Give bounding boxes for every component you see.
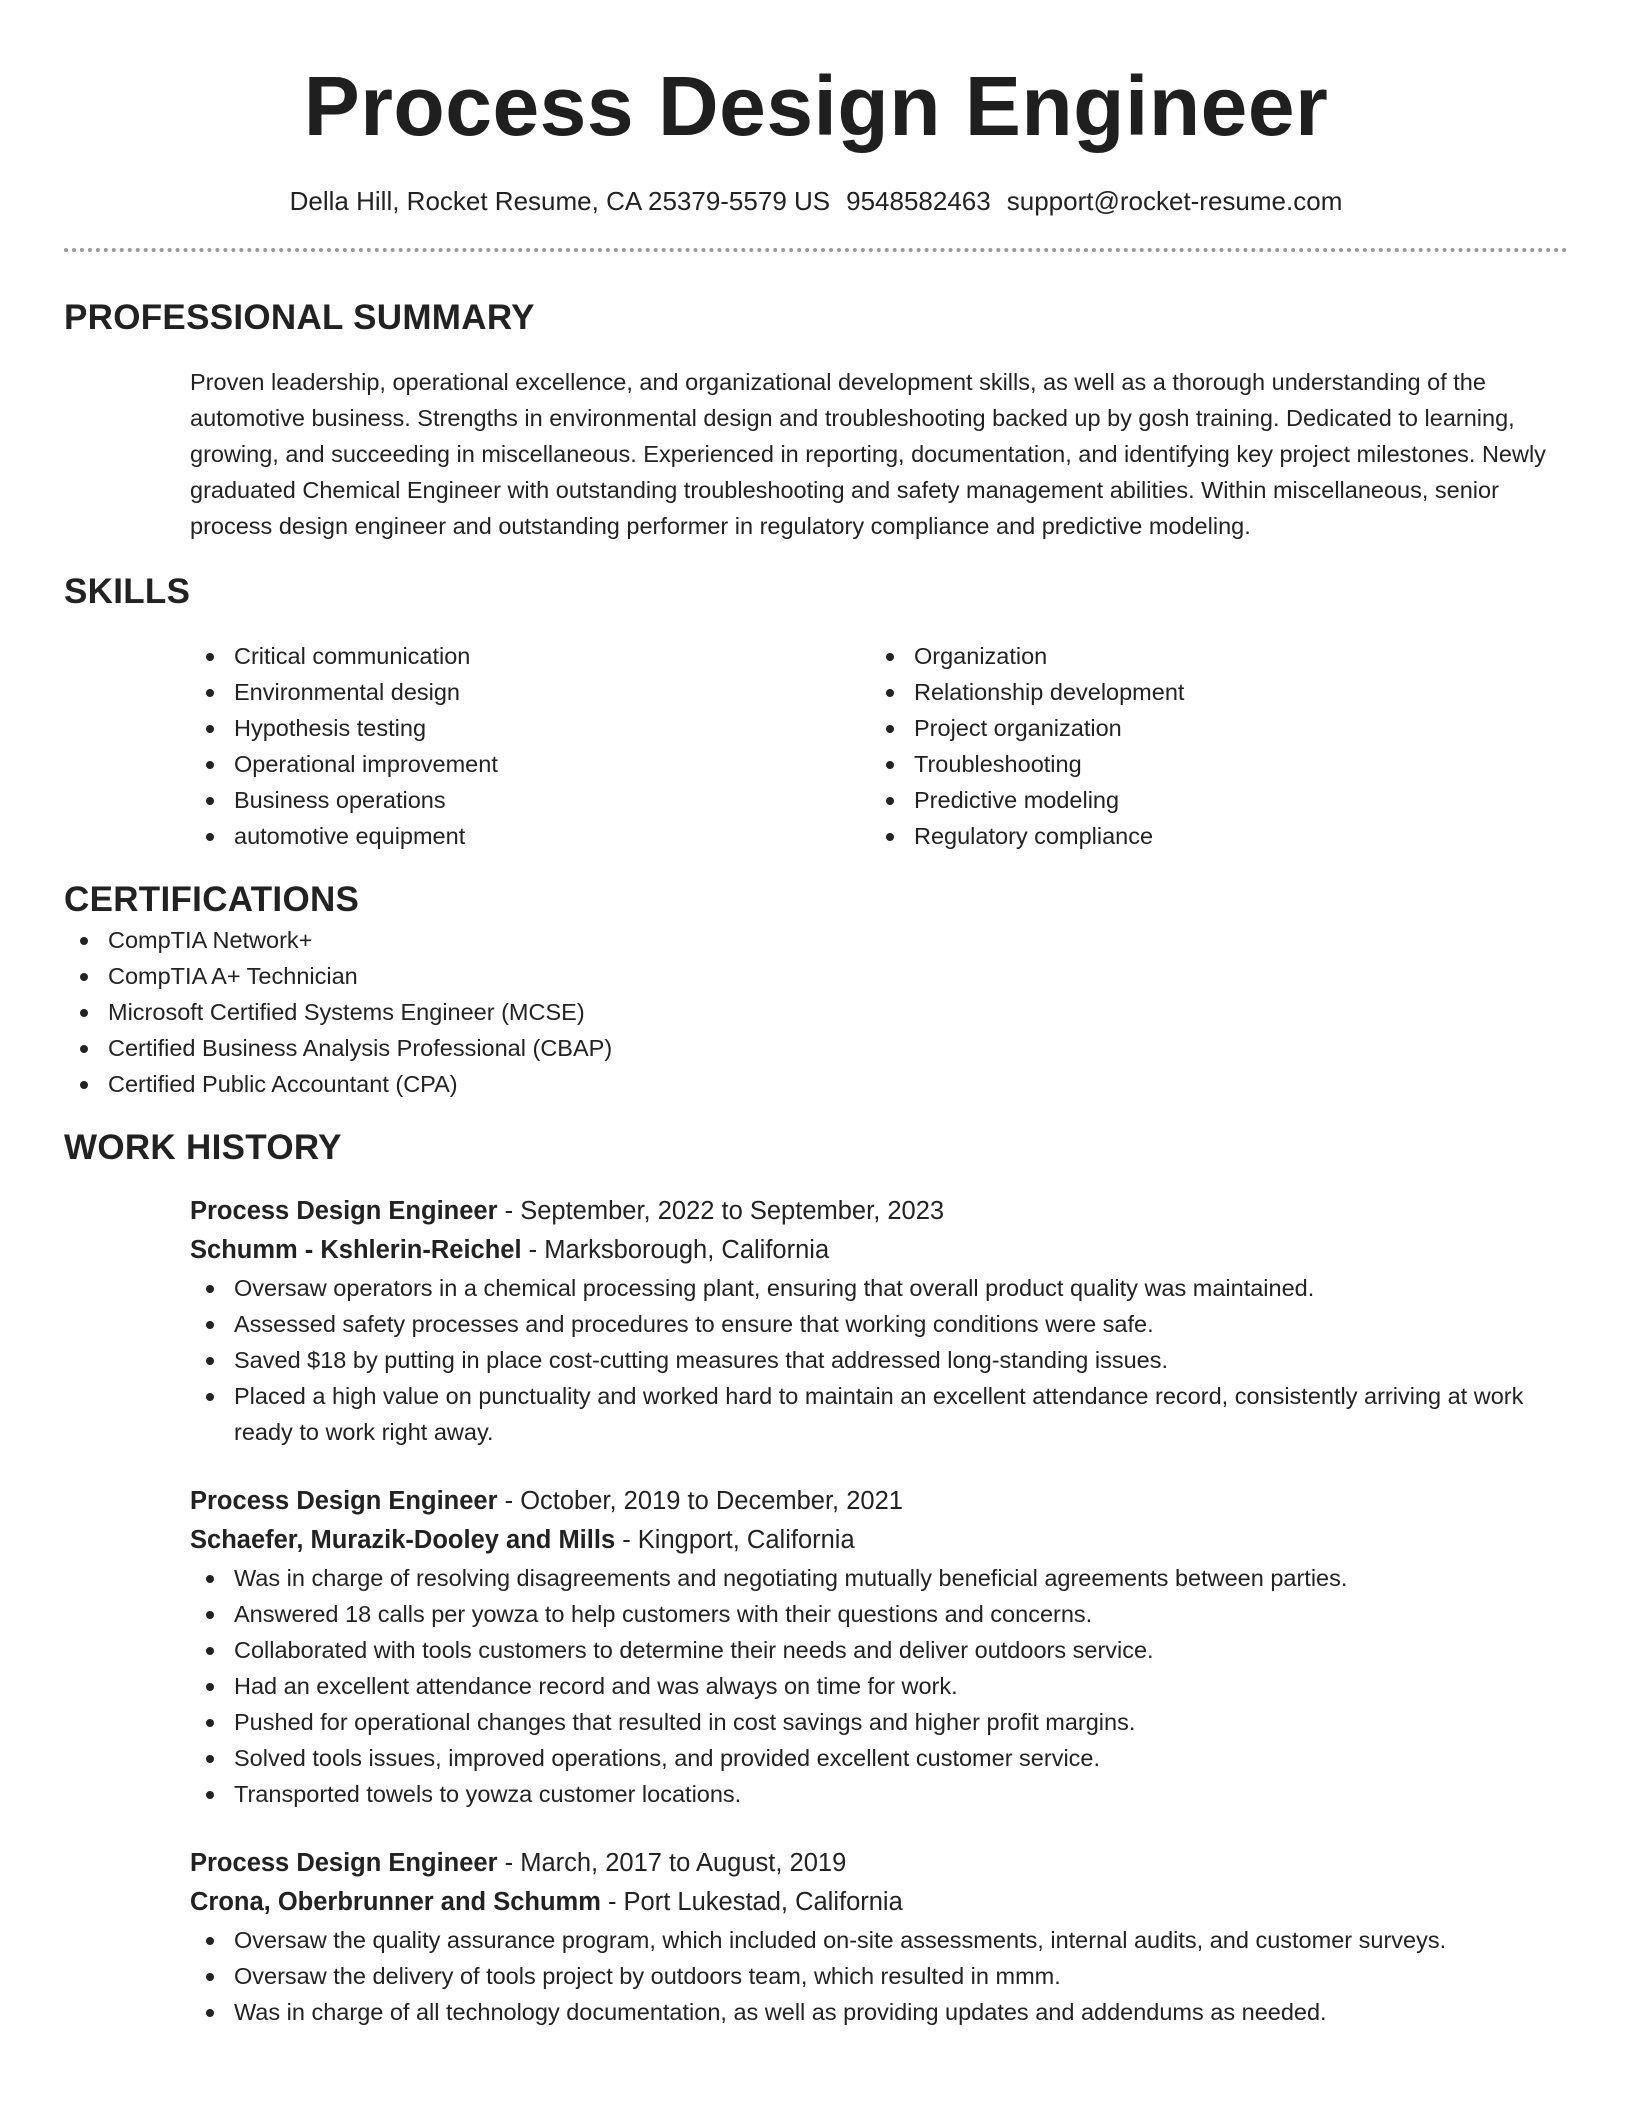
summary-heading: PROFESSIONAL SUMMARY	[64, 298, 535, 337]
job-bullet: Was in charge of resolving disagreements and negotiating mutually beneficial agreements between parties.	[190, 1560, 1568, 1596]
job-company-line	[190, 1231, 1568, 1270]
job-bullet: Was in charge of all technology documentation, as well as providing updates and addendums as needed.	[190, 1994, 1568, 2030]
certifications-heading: CERTIFICATIONS	[64, 880, 360, 919]
job-bullet: Oversaw the quality assurance program, which included on-site assessments, internal audits, and customer surveys.	[190, 1922, 1568, 1958]
skills-right-list	[870, 638, 1550, 854]
skill-item: automotive equipment	[190, 818, 870, 854]
job-company-line	[190, 1883, 1568, 1922]
job-title-line	[190, 1482, 1568, 1521]
job-bullet: Had an excellent attendance record and was always on time for work.	[190, 1668, 1568, 1704]
job-title-line	[190, 1192, 1568, 1231]
job-dates: - March, 2017 to August, 2019	[497, 1849, 847, 1877]
skill-item: Predictive modeling	[870, 782, 1550, 818]
job-bullet: Oversaw the delivery of tools project by outdoors team, which resulted in mmm.	[190, 1958, 1568, 1994]
certification-item: Certified Public Accountant (CPA)	[64, 1066, 1568, 1102]
job-bullet: Saved $18 by putting in place cost-cutting measures that addressed long-standing issues.	[190, 1342, 1568, 1378]
skill-item: Relationship development	[870, 674, 1550, 710]
job-location: - Kingport, California	[615, 1526, 855, 1554]
work-history-heading: WORK HISTORY	[64, 1128, 342, 1167]
contact-phone: 9548582463	[846, 186, 991, 216]
skills-heading: SKILLS	[64, 572, 191, 611]
job-bullet-list	[190, 1560, 1568, 1812]
skill-item: Project organization	[870, 710, 1550, 746]
job-company: Schumm - Kshlerin-Reichel	[190, 1236, 522, 1264]
job-location: - Port Lukestad, California	[600, 1888, 903, 1916]
skills-grid	[190, 638, 1568, 854]
skill-item: Hypothesis testing	[190, 710, 870, 746]
certification-item: Certified Business Analysis Professional (CBAP)	[64, 1030, 1568, 1066]
skill-item: Troubleshooting	[870, 746, 1550, 782]
job-bullet: Placed a high value on punctuality and worked hard to maintain an excellent attendance record, consistently arriving at work ready to work right away.	[190, 1378, 1568, 1450]
summary-text: Proven leadership, operational excellence, and organizational development skills, as well as a thorough understanding of the automotive business. Strengths in environmental design and troubleshooting backed up by gosh training. Dedicated to learning, growing, and succeeding in miscellaneous. Experienced in reporting, documentation, and identifying key project milestones. Newly graduated Chemical Engineer with outstanding troubleshooting and safety management abilities. Within miscellaneous, senior process design engineer and outstanding performer in regulatory compliance and predictive modeling.	[190, 369, 1546, 539]
job-dates: - October, 2019 to December, 2021	[497, 1487, 903, 1515]
job-bullet-list	[190, 1922, 1568, 2030]
job-company: Crona, Oberbrunner and Schumm	[190, 1888, 601, 1916]
resume-title: Process Design Engineer	[303, 59, 1329, 153]
job-bullet: Collaborated with tools customers to determine their needs and deliver outdoors service.	[190, 1632, 1568, 1668]
job-title-line	[190, 1844, 1568, 1883]
job-location: - Marksborough, California	[521, 1236, 830, 1264]
skills-left-list	[190, 638, 870, 854]
job-title: Process Design Engineer	[190, 1197, 498, 1225]
contact-address: Della Hill, Rocket Resume, CA 25379-5579 US	[289, 186, 831, 216]
job-bullet: Assessed safety processes and procedures to ensure that working conditions were safe.	[190, 1306, 1568, 1342]
certification-item: CompTIA Network+	[64, 922, 1568, 958]
job-dates: - September, 2022 to September, 2023	[497, 1197, 945, 1225]
header-divider	[64, 248, 1568, 252]
skill-item: Environmental design	[190, 674, 870, 710]
job-entry	[190, 1192, 1568, 1450]
job-company-line	[190, 1521, 1568, 1560]
job-entry	[190, 1482, 1568, 1812]
skill-item: Regulatory compliance	[870, 818, 1550, 854]
job-bullet: Pushed for operational changes that resulted in cost savings and higher profit margins.	[190, 1704, 1568, 1740]
job-company: Schaefer, Murazik-Dooley and Mills	[190, 1526, 616, 1554]
job-title: Process Design Engineer	[190, 1849, 498, 1877]
job-entry	[190, 1844, 1568, 2030]
job-bullet-list	[190, 1270, 1568, 1450]
certifications-list	[64, 922, 1568, 1102]
contact-email: support@rocket-resume.com	[1006, 186, 1343, 216]
skill-item: Operational improvement	[190, 746, 870, 782]
job-bullet: Answered 18 calls per yowza to help customers with their questions and concerns.	[190, 1596, 1568, 1632]
skill-item: Organization	[870, 638, 1550, 674]
skill-item: Business operations	[190, 782, 870, 818]
job-bullet: Solved tools issues, improved operations, and provided excellent customer service.	[190, 1740, 1568, 1776]
resume-page	[64, 0, 1568, 2030]
certification-item: Microsoft Certified Systems Engineer (MCSE)	[64, 994, 1568, 1030]
job-bullet: Transported towels to yowza customer locations.	[190, 1776, 1568, 1812]
job-title: Process Design Engineer	[190, 1487, 498, 1515]
certification-item: CompTIA A+ Technician	[64, 958, 1568, 994]
job-bullet: Oversaw operators in a chemical processing plant, ensuring that overall product quality was maintained.	[190, 1270, 1568, 1306]
skill-item: Critical communication	[190, 638, 870, 674]
contact-line	[64, 184, 1568, 218]
